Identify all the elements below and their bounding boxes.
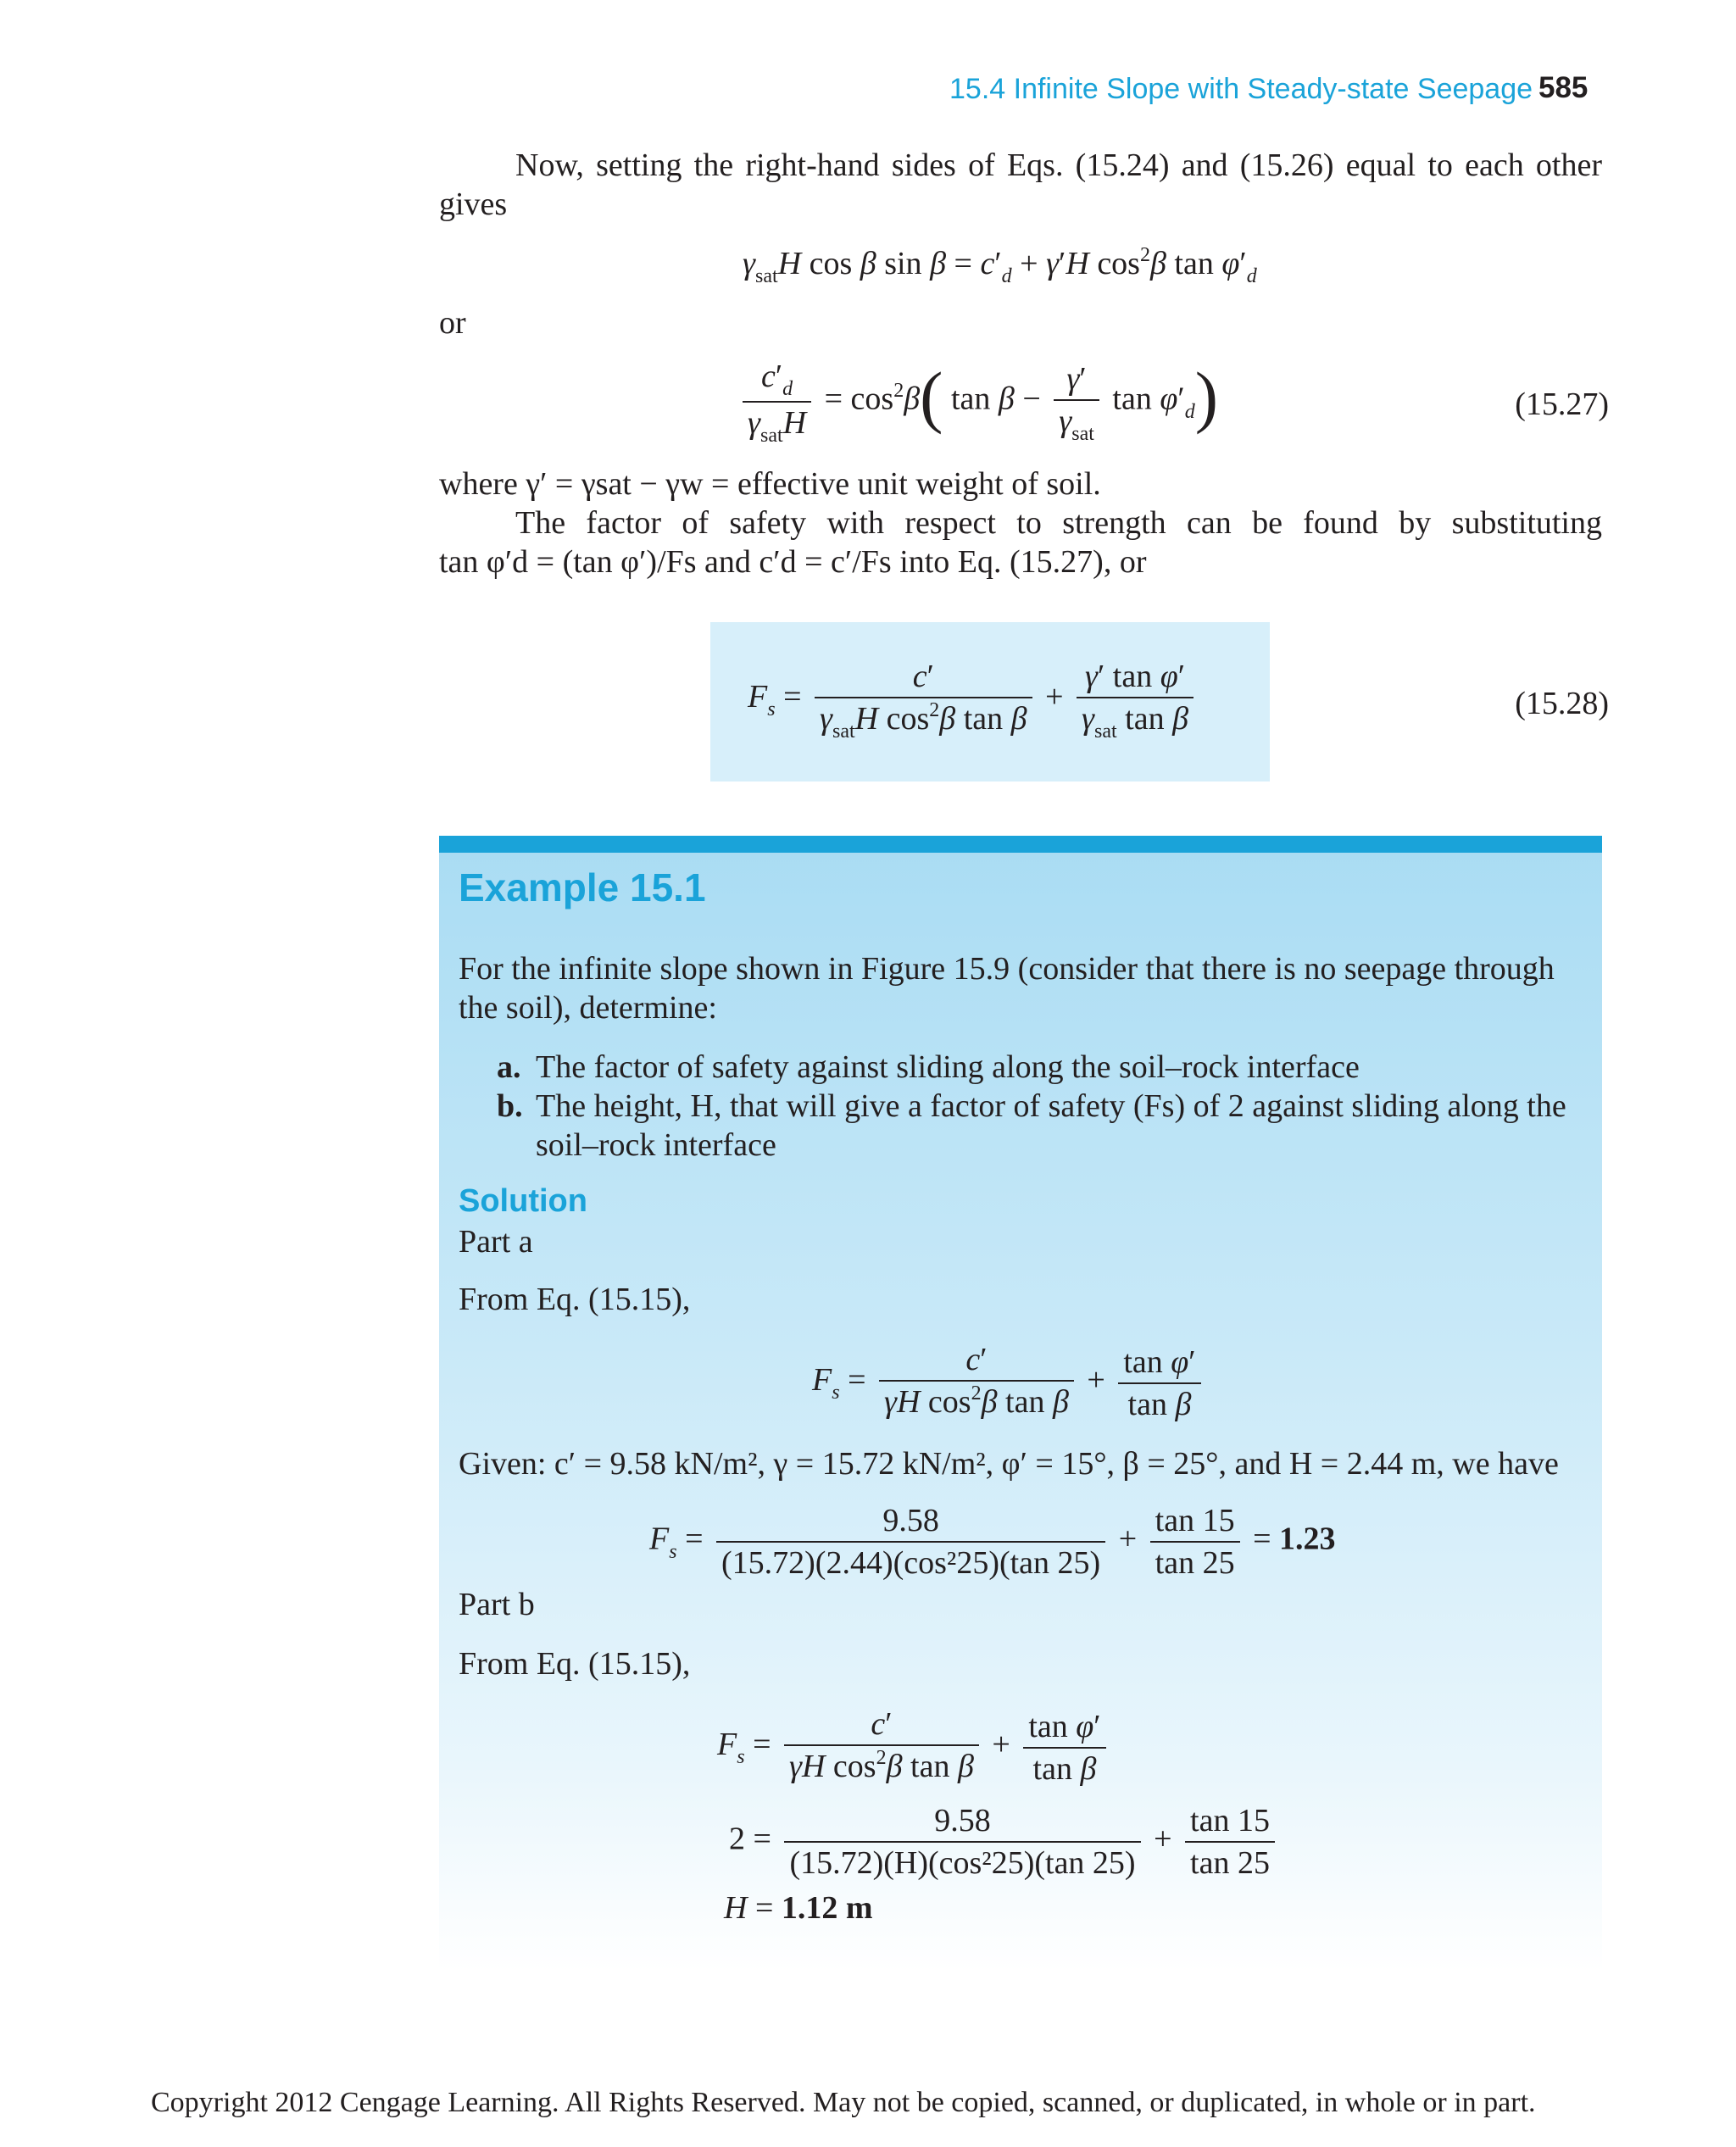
calc-a-denominator: (15.72)(2.44)(cos²25)(tan 25) bbox=[721, 1545, 1101, 1581]
example-intro-line2: the soil), determine: bbox=[459, 990, 717, 1026]
part-a-label: Part a bbox=[459, 1224, 533, 1260]
calc-a-tan-numerator: tan 15 bbox=[1150, 1500, 1240, 1543]
item-a-text: The factor of safety against sliding along the soil–rock interface bbox=[536, 1049, 1360, 1085]
calculation-part-a: $F_s$ = $\frac{9.58}{\text{(15.72)(2.44)(cos²25)(tan 25)}}$ + $\frac{\tan 15}{\tan 25}$ = 1.23 bbox=[649, 1500, 1336, 1583]
result-part-a: 1.23 bbox=[1279, 1521, 1336, 1557]
equation-15-15-part-b: $F_s$ = $\frac{c'}{\gamma H \cos^2\beta \tan \beta}$ + $\frac{\text{tan φ′}}{\text{tan β}}$ bbox=[717, 1704, 1111, 1791]
solution-title: Solution bbox=[459, 1183, 587, 1219]
paragraph-factor-line2: tan φ′d = (tan φ′)/Fs and c′d = c′/Fs into Eq. (15.27), or bbox=[439, 544, 1147, 580]
equation-15-28: $F_s$ = $\frac{c'}{\gamma_{sat}H \cos^2\beta \tan \beta}$ + $\frac{\text{γ′ tan φ′}}{\gamma_{sat} \tan \beta}$ bbox=[748, 656, 1199, 743]
equation-15-15-part-a: $F_s$ = $\frac{c'}{\gamma H \cos^2\beta \tan \beta}$ + $\frac{\text{tan φ′}}{\text{tan β}}$ bbox=[812, 1339, 1206, 1427]
calc-b-denominator: (15.72)(H)(cos²25)(tan 25) bbox=[789, 1845, 1136, 1881]
running-header-section: 15.4 Infinite Slope with Steady-state Seepage bbox=[949, 73, 1533, 105]
result-part-b: 1.12 m bbox=[781, 1890, 873, 1926]
paragraph-intro-line1: Now, setting the right-hand sides of Eqs. (15.24) and (15.26) equal to each other bbox=[515, 147, 1602, 183]
equation-equilibrium: $\gamma_{sat}H$ cos β $\sin \beta = c'_d + \gamma'H$ $\cos^2\beta$ $\tan \varphi'_d$ bbox=[743, 244, 1257, 287]
example-top-bar bbox=[439, 836, 1602, 853]
from-equation-b: From Eq. (15.15), bbox=[459, 1646, 691, 1682]
page-number: 585 bbox=[1538, 71, 1589, 104]
paragraph-intro-line2: gives bbox=[439, 186, 508, 222]
where-definition: where γ′ = γsat − γw = effective unit weight of soil. bbox=[439, 466, 1101, 502]
connector-or: or bbox=[439, 305, 466, 341]
calc-b-tan-numerator: tan 15 bbox=[1185, 1800, 1275, 1843]
copyright-footer: Copyright 2012 Cengage Learning. All Rights Reserved. May not be copied, scanned, or duplicated, in whole or in part. bbox=[151, 2087, 1536, 2118]
calc-b-tan-denominator: tan 25 bbox=[1190, 1845, 1270, 1881]
paragraph-factor-line1: The factor of safety with respect to strength can be found by substituting bbox=[515, 505, 1602, 541]
part-b-label: Part b bbox=[459, 1587, 535, 1622]
calc-a-numerator: 9.58 bbox=[716, 1500, 1105, 1543]
from-equation-a: From Eq. (15.15), bbox=[459, 1282, 691, 1317]
calc-a-tan-denominator: tan 25 bbox=[1155, 1545, 1235, 1581]
equation-number-15-27: (15.27) bbox=[1515, 387, 1609, 422]
calculation-part-b: 2 = $\frac{9.58}{\text{(15.72)(H)(cos²25)(tan 25)}}$ + $\frac{\tan 15}{\tan 25}$ bbox=[729, 1800, 1280, 1883]
item-b-text-line1: The height, H, that will give a factor of safety (Fs) of 2 against sliding along the bbox=[536, 1088, 1566, 1124]
equation-number-15-28: (15.28) bbox=[1515, 686, 1609, 721]
calc-b-numerator: 9.58 bbox=[784, 1800, 1140, 1843]
example-title: Example 15.1 bbox=[459, 865, 706, 909]
example-intro-line1: For the infinite slope shown in Figure 15.9 (consider that there is no seepage through bbox=[459, 951, 1555, 987]
item-b-label: b. bbox=[497, 1088, 523, 1124]
item-a-label: a. bbox=[497, 1049, 521, 1085]
result-part-b-line: H = 1.12 m bbox=[724, 1890, 873, 1926]
given-values: Given: c′ = 9.58 kN/m², γ = 15.72 kN/m², φ′ = 15°, β = 25°, and H = 2.44 m, we have bbox=[459, 1446, 1559, 1482]
item-b-text-line2: soil–rock interface bbox=[536, 1127, 776, 1163]
equation-15-27: $\frac{c'_d}{\gamma_{sat}H}$ = $\cos^2\beta$( tan β − $\frac{\gamma'}{\gamma_{sat}}$ $\tan \varphi'_d$) bbox=[737, 356, 1218, 448]
